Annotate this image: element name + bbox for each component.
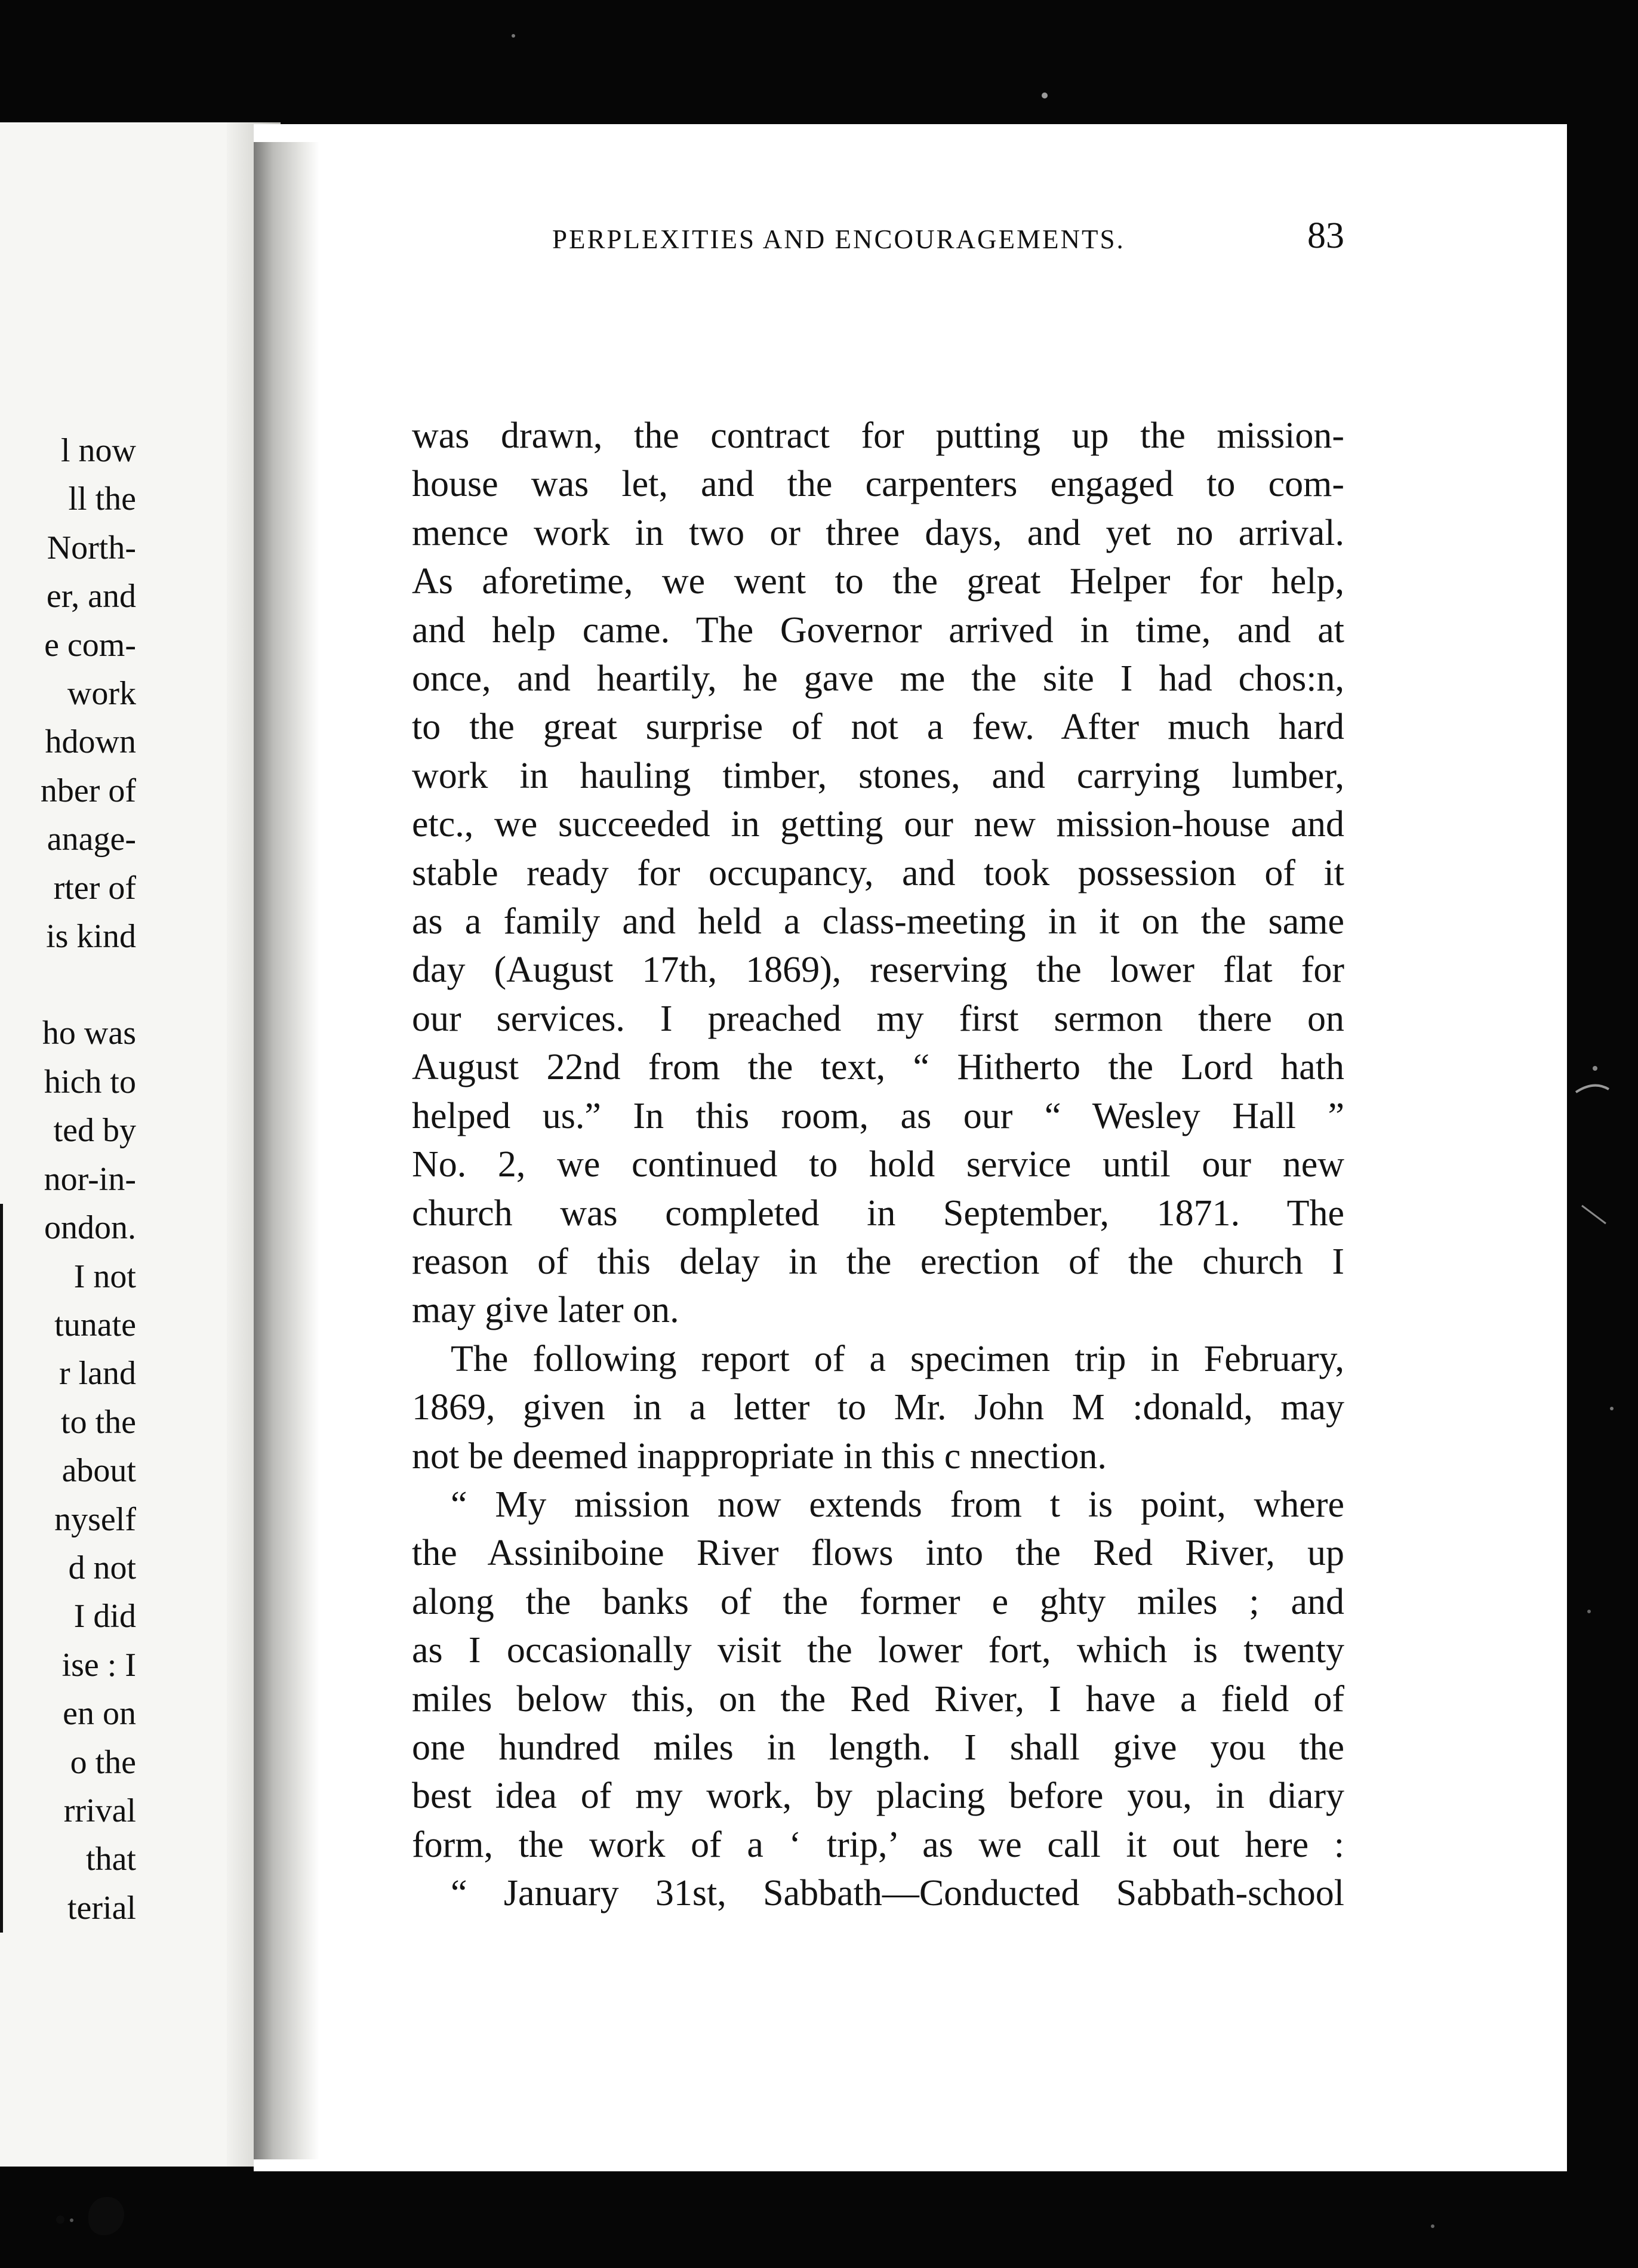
text-line: and help came. The Governor arrived in time, and at	[412, 609, 1344, 651]
text-line: not be deemed inappropriate in this c nnection.	[412, 1435, 1107, 1477]
facing-page-line: ho was	[42, 1015, 136, 1052]
text-line: as I occasionally visit the lower fort, which is twenty	[412, 1630, 1344, 1671]
facing-page-line: hdown	[45, 723, 136, 761]
text-line: once, and heartily, he gave me the site I had chos:n,	[412, 658, 1344, 699]
text-line: one hundred miles in length. I shall give you the	[412, 1727, 1344, 1768]
facing-page-line: nber of	[40, 772, 136, 809]
text-line: may give later on.	[412, 1290, 679, 1331]
page-binding-shadow	[254, 142, 319, 2159]
facing-page-line: nyself	[0, 1496, 136, 1544]
text-line: day (August 17th, 1869), reserving the lower flat for	[412, 950, 1344, 991]
facing-page-line: e com-	[44, 626, 136, 664]
facing-page-line: I did	[0, 1592, 136, 1641]
facing-page-line: hich to	[44, 1063, 136, 1101]
facing-page-line: tunate	[0, 1301, 136, 1349]
facing-page-line: l now	[61, 432, 136, 469]
text-line: our services. I preached my first sermon there on	[412, 998, 1344, 1039]
text-line: best idea of my work, by placing before you, in diary	[412, 1776, 1344, 1817]
text-line: work in hauling timber, stones, and carrying lumber,	[412, 755, 1344, 796]
facing-page-line: rter of	[53, 869, 136, 907]
text-line: mence work in two or three days, and yet no arrival.	[412, 512, 1344, 553]
facing-page-line	[0, 961, 136, 1009]
text-line: was drawn, the contract for putting up the mission-	[412, 415, 1344, 456]
text-line: house was let, and the carpenters engaged to com-	[412, 464, 1344, 505]
text-line: The following report of a specimen trip in February,	[451, 1338, 1344, 1379]
text-line: miles below this, on the Red River, I have a field of	[412, 1678, 1344, 1720]
facing-page	[0, 122, 281, 2167]
text-line: “ My mission now extends from t is point, where	[451, 1484, 1344, 1525]
text-line: form, the work of a ‘ trip,’ as we call it out here :	[412, 1824, 1344, 1865]
text-line: as a family and held a class-meeting in it on the same	[412, 901, 1344, 942]
facing-page-line: ted by	[53, 1112, 136, 1150]
facing-page-line: ll the	[68, 480, 136, 518]
facing-page-line: ondon.	[0, 1204, 136, 1252]
facing-page-line: o the	[0, 1739, 136, 1787]
facing-page-line: anage-	[47, 821, 136, 858]
facing-page-line: d not	[0, 1544, 136, 1592]
running-head	[298, 215, 1344, 269]
text-line: church was completed in September, 1871. The	[412, 1192, 1344, 1234]
facing-page-line: to the	[0, 1398, 136, 1447]
facing-page-line: en on	[0, 1690, 136, 1738]
facing-page-text	[0, 427, 136, 1933]
facing-page-line: about	[0, 1447, 136, 1495]
text-line: stable ready for occupancy, and took possession of it	[412, 852, 1344, 893]
facing-page-line: ise : I	[0, 1641, 136, 1690]
page-number: 83	[1307, 215, 1344, 256]
facing-page-line: er, and	[46, 578, 136, 615]
text-line: to the great surprise of not a few. After much hard	[412, 707, 1344, 748]
running-title: PERPLEXITIES AND ENCOURAGEMENTS.	[552, 224, 1125, 254]
ink-dot	[56, 2215, 64, 2224]
text-line: As aforetime, we went to the great Helper for help,	[412, 561, 1344, 602]
text-line: August 22nd from the text, “ Hitherto the Lord hath	[412, 1047, 1344, 1088]
text-line: the Assiniboine River flows into the Red River, up	[412, 1533, 1344, 1574]
facing-page-line: terial	[0, 1884, 136, 1933]
text-line: etc., we succeeded in getting our new mission-house and	[412, 804, 1344, 845]
text-line: 1869, given in a letter to Mr. John M :donald, may	[412, 1387, 1344, 1428]
facing-page-line: rrival	[0, 1787, 136, 1835]
facing-page-line: is kind	[46, 918, 136, 956]
facing-page-line: nor-in-	[44, 1160, 136, 1198]
facing-page-line: r land	[0, 1349, 136, 1398]
text-line: “ January 31st, Sabbath—Conducted Sabbath-school	[451, 1873, 1344, 1914]
text-line: along the banks of the former e ghty miles ; and	[412, 1581, 1344, 1622]
facing-page-line: work	[67, 675, 136, 713]
body-text	[412, 412, 1344, 1918]
text-line: reason of this delay in the erection of the church I	[412, 1241, 1344, 1282]
facing-page-line: that	[0, 1835, 136, 1884]
text-line: No. 2, we continued to hold service until our new	[412, 1144, 1344, 1185]
facing-page-line: North-	[47, 529, 136, 566]
facing-page-line: I not	[0, 1253, 136, 1301]
text-line: helped us.” In this room, as our “ Wesley Hall ”	[412, 1095, 1344, 1136]
